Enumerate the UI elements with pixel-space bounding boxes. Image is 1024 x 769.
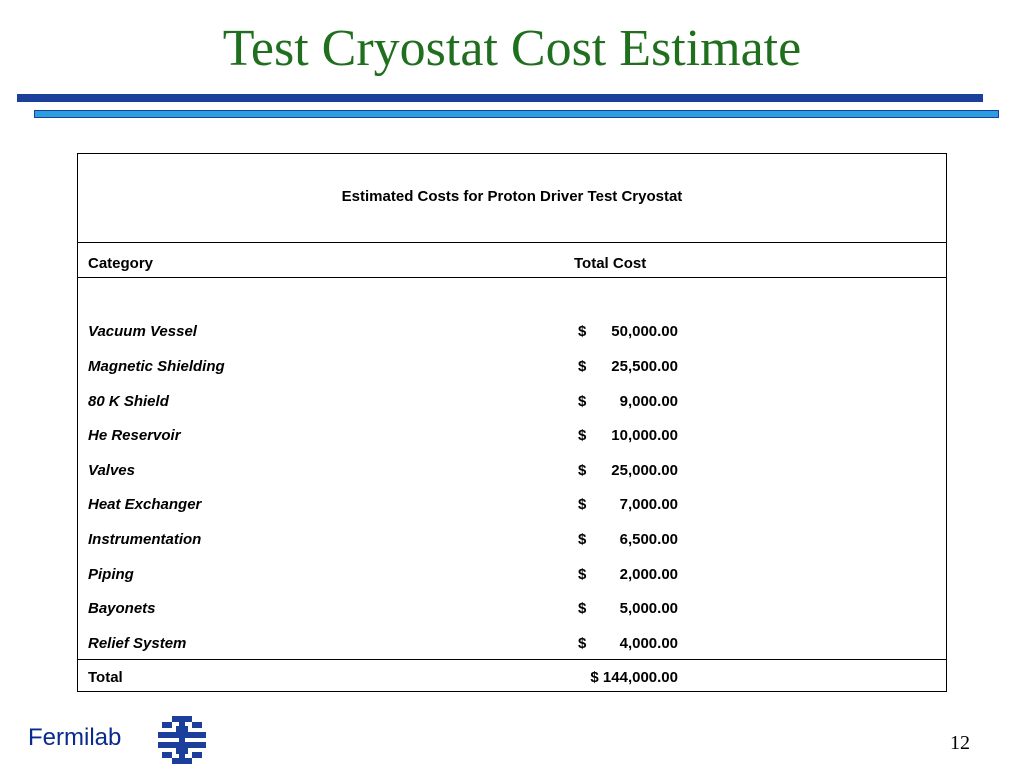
row-category: Heat Exchanger: [88, 496, 202, 513]
row-amount: 5,000.00: [619, 600, 678, 617]
row-amount: 25,000.00: [611, 462, 678, 479]
row-currency: $: [578, 462, 587, 479]
table-caption: Estimated Costs for Proton Driver Test Cryostat: [341, 188, 683, 205]
row-category: He Reservoir: [88, 427, 181, 444]
row-currency: $: [578, 531, 587, 548]
row-currency: $: [578, 635, 587, 652]
row-currency: $: [578, 600, 587, 617]
row-currency: $: [578, 393, 587, 410]
title-underline-light: [34, 110, 999, 118]
row-amount: 9,000.00: [619, 393, 678, 410]
row-currency: $: [578, 566, 587, 583]
row-amount: 50,000.00: [611, 323, 678, 340]
row-currency: $: [578, 358, 587, 375]
total-label: Total: [88, 669, 123, 686]
row-category: Relief System: [88, 635, 187, 652]
header-total-cost: Total Cost: [574, 255, 647, 272]
slide-title: Test Cryostat Cost Estimate: [222, 20, 802, 77]
row-category: Bayonets: [88, 600, 156, 617]
footer-brand: Fermilab: [28, 724, 122, 751]
title-underline-dark: [17, 94, 983, 102]
total-value: $ 144,000.00: [590, 669, 678, 686]
table-row: [78, 358, 946, 378]
table-row: [78, 600, 946, 620]
row-amount: 25,500.00: [611, 358, 678, 375]
row-currency: $: [578, 323, 587, 340]
caption-divider: [78, 242, 946, 243]
table-row: [78, 323, 946, 343]
row-amount: 10,000.00: [611, 427, 678, 444]
row-category: 80 K Shield: [88, 393, 169, 410]
fermilab-logo-icon: [158, 714, 206, 764]
table-row: [78, 635, 946, 655]
row-currency: $: [578, 496, 587, 513]
row-amount: 7,000.00: [619, 496, 678, 513]
row-currency: $: [578, 427, 587, 444]
table-row: [78, 462, 946, 482]
row-amount: 4,000.00: [619, 635, 678, 652]
header-divider: [78, 277, 946, 278]
table-row: [78, 496, 946, 516]
table-row: [78, 566, 946, 586]
table-row: [78, 393, 946, 413]
row-amount: 2,000.00: [619, 566, 678, 583]
cost-table: [77, 153, 947, 692]
row-amount: 6,500.00: [619, 531, 678, 548]
row-category: Valves: [88, 462, 135, 479]
total-divider: [78, 659, 946, 660]
table-row: [78, 427, 946, 447]
row-category: Instrumentation: [88, 531, 202, 548]
page-number: 12: [950, 732, 970, 754]
row-category: Magnetic Shielding: [88, 358, 225, 375]
row-category: Vacuum Vessel: [88, 323, 197, 340]
table-row: [78, 531, 946, 551]
row-category: Piping: [88, 566, 134, 583]
header-category: Category: [88, 255, 154, 272]
